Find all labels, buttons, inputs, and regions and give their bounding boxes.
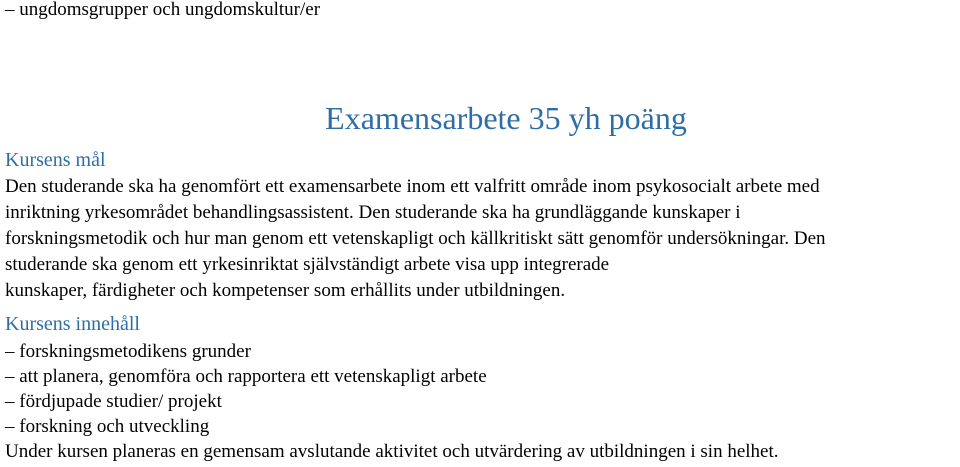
paragraph-line: Den studerande ska ha genomfört ett examensarbete inom ett valfritt område inom psykosocialt arbete med [5,176,820,197]
closing-paragraph: Under kursen planeras en gemensam avslutande aktivitet och utvärdering av utbildningen i sin helhet. [5,441,779,462]
paragraph-line: studerande ska genom ett yrkesinriktat självständigt arbete visa upp integrerade [5,254,610,275]
list-item: – fördjupade studier/ projekt [5,391,222,412]
paragraph-line: forskningsmetodik och hur man genom ett vetenskapligt och källkritiskt sätt genomför undersökningar. Den [5,228,826,249]
paragraph-line: inriktning yrkesområdet behandlingsassistent. Den studerande ska ha grundläggande kunskaper i [5,202,741,223]
page-title: Examensarbete 35 yh poäng [325,100,687,136]
section-heading-content: Kursens innehåll [5,313,140,335]
list-item-top: – ungdomsgrupper och ungdomskultur/er [5,0,321,20]
section-heading-goals: Kursens mål [5,149,106,171]
paragraph-line: kunskaper, färdigheter och kompetenser som erhållits under utbildningen. [5,280,566,301]
list-item: – att planera, genomföra och rapportera ett vetenskapligt arbete [5,366,487,387]
list-item: – forskning och utveckling [5,416,210,437]
list-item: – forskningsmetodikens grunder [5,341,251,362]
